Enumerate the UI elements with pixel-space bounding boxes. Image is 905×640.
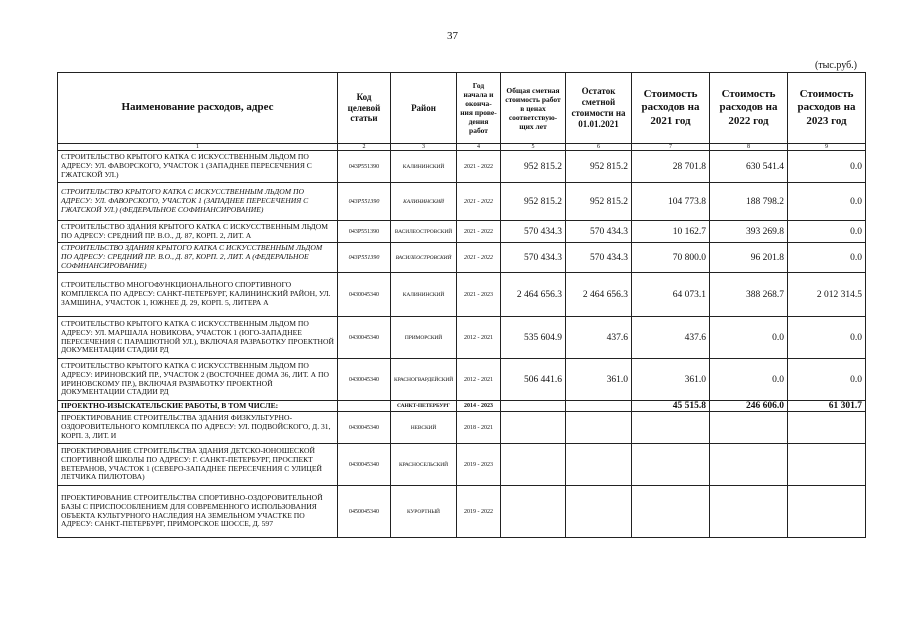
row-cost-2022: 96 201.8	[710, 243, 788, 273]
row-code: 0430045340	[338, 273, 391, 317]
header-cost-2023: Стоимость расходов на 2023 год	[788, 73, 866, 144]
row-cost-2022: 0.0	[710, 359, 788, 401]
row-cost-2021	[632, 444, 710, 486]
row-cost-2022: 388 268.7	[710, 273, 788, 317]
row-years: 2014 - 2023	[457, 401, 501, 412]
row-cost-2022: 246 606.0	[710, 401, 788, 412]
row-cost-2023	[788, 486, 866, 538]
row-name: ПРОЕКТНО-ИЗЫСКАТЕЛЬСКИЕ РАБОТЫ, В ТОМ ЧИСЛЕ:	[58, 401, 338, 412]
row-name: ПРОЕКТИРОВАНИЕ СТРОИТЕЛЬСТВА СПОРТИВНО-ОЗДОРОВИТЕЛЬНОЙ БАЗЫ С ПРИСПОСОБЛЕНИЕМ ДЛЯ СОВРЕМЕННОГО ИСПОЛЬЗОВАНИЯ ОБЪЕКТА КУЛЬТУРНОГО НАСЛЕДИЯ НА ЗЕМЕЛЬНОМ УЧАСТКЕ ПО АДРЕСУ: САНКТ-ПЕТЕРБУРГ, ПРИМОРСКОЕ ШОССЕ, Д. 597	[58, 486, 338, 538]
row-cost-2021: 45 515.8	[632, 401, 710, 412]
row-name: СТРОИТЕЛЬСТВО КРЫТОГО КАТКА С ИСКУССТВЕННЫМ ЛЬДОМ ПО АДРЕСУ: ИРИНОВСКИЙ ПР., УЧАСТОК 2 (ВОСТОЧНЕЕ ДОМА 36, ЛИТ. А ПО ИРИНОВСКОМУ ПР.), ВКЛЮЧАЯ РАЗРАБОТКУ ПРОЕКТНОЙ ДОКУМЕНТАЦИИ СТАДИИ РД	[58, 359, 338, 401]
row-years: 2021 - 2022	[457, 183, 501, 221]
expenses-table	[57, 72, 866, 538]
column-numbers-row	[58, 144, 866, 151]
header-years: Год начала и оконча-ния прове-дения работ	[457, 73, 501, 144]
row-remainder: 570 434.3	[566, 243, 632, 273]
header-remainder: Остаток сметной стоимости на 01.01.2021	[566, 73, 632, 144]
row-remainder: 570 434.3	[566, 221, 632, 243]
row-estimate	[501, 401, 566, 412]
row-remainder: 952 815.2	[566, 183, 632, 221]
row-name: СТРОИТЕЛЬСТВО ЗДАНИЯ КРЫТОГО КАТКА С ИСКУССТВЕННЫМ ЛЬДОМ ПО АДРЕСУ: СРЕДНИЙ ПР. В.О., Д. 87, КОРП. 2, ЛИТ. А	[58, 221, 338, 243]
row-estimate	[501, 444, 566, 486]
row-code: 0450045340	[338, 486, 391, 538]
table-row	[58, 412, 866, 444]
row-years: 2021 - 2022	[457, 221, 501, 243]
row-cost-2023	[788, 412, 866, 444]
row-years: 2021 - 2022	[457, 243, 501, 273]
row-district: ВАСИЛЕОСТРОВСКИЙ	[391, 221, 457, 243]
row-years: 2018 - 2021	[457, 412, 501, 444]
row-code: 043P551390	[338, 151, 391, 183]
row-name: СТРОИТЕЛЬСТВО КРЫТОГО КАТКА С ИСКУССТВЕННЫМ ЛЬДОМ ПО АДРЕСУ: УЛ. ФАВОРСКОГО, УЧАСТОК 1 (ЗАПАДНЕЕ ПЕРЕСЕЧЕНИЯ С ГЖАТСКОЙ УЛ.) (ФЕДЕРАЛЬНОЕ СОФИНАНСИРОВАНИЕ)	[58, 183, 338, 221]
header-cost-2022: Стоимость расходов на 2022 год	[710, 73, 788, 144]
row-name: ПРОЕКТИРОВАНИЕ СТРОИТЕЛЬСТВА ЗДАНИЯ ФИЗКУЛЬТУРНО-ОЗДОРОВИТЕЛЬНОГО КОМПЛЕКСА ПО АДРЕСУ: УЛ. ПОДВОЙСКОГО, Д. 31, КОРП. 3, ЛИТ. И	[58, 412, 338, 444]
row-code: 043P551390	[338, 243, 391, 273]
row-cost-2022	[710, 412, 788, 444]
units-label: (тыс.руб.)	[814, 60, 857, 71]
table-row	[58, 486, 866, 538]
row-remainder: 952 815.2	[566, 151, 632, 183]
col-number: 2	[338, 144, 391, 151]
col-number: 1	[58, 144, 338, 151]
row-cost-2021: 28 701.8	[632, 151, 710, 183]
row-district: КАЛИНИНСКИЙ	[391, 151, 457, 183]
row-cost-2021: 10 162.7	[632, 221, 710, 243]
row-code: 0430045340	[338, 444, 391, 486]
row-name: СТРОИТЕЛЬСТВО КРЫТОГО КАТКА С ИСКУССТВЕННЫМ ЛЬДОМ ПО АДРЕСУ: УЛ. ФАВОРСКОГО, УЧАСТОК 1 (ЗАПАДНЕЕ ПЕРЕСЕЧЕНИЯ С ГЖАТСКОЙ УЛ.)	[58, 151, 338, 183]
row-code: 0430045340	[338, 317, 391, 359]
row-cost-2023: 0.0	[788, 317, 866, 359]
row-district: НЕВСКИЙ	[391, 412, 457, 444]
row-name: СТРОИТЕЛЬСТВО ЗДАНИЯ КРЫТОГО КАТКА С ИСКУССТВЕННЫМ ЛЬДОМ ПО АДРЕСУ: СРЕДНИЙ ПР. В.О., Д. 87, КОРП. 2, ЛИТ. А (ФЕДЕРАЛЬНОЕ СОФИНАНСИРОВАНИЕ)	[58, 243, 338, 273]
row-estimate: 2 464 656.3	[501, 273, 566, 317]
col-number: 5	[501, 144, 566, 151]
table-row	[58, 273, 866, 317]
row-code	[338, 401, 391, 412]
row-name: СТРОИТЕЛЬСТВО МНОГОФУНКЦИОНАЛЬНОГО СПОРТИВНОГО КОМПЛЕКСА ПО АДРЕСУ: САНКТ-ПЕТЕРБУРГ, КАЛИНИНСКИЙ РАЙОН, УЛ. ЗАМШИНА, УЧАСТОК 1, ЮЖНЕЕ Д. 29, КОРП. 5, ЛИТЕРА А	[58, 273, 338, 317]
row-cost-2021: 104 773.8	[632, 183, 710, 221]
col-number: 8	[710, 144, 788, 151]
col-number: 7	[632, 144, 710, 151]
col-number: 6	[566, 144, 632, 151]
row-years: 2019 - 2022	[457, 486, 501, 538]
row-code: 043P551390	[338, 183, 391, 221]
table-row	[58, 243, 866, 273]
row-code: 043P551390	[338, 221, 391, 243]
row-cost-2023: 0.0	[788, 151, 866, 183]
row-cost-2022: 630 541.4	[710, 151, 788, 183]
table-row	[58, 183, 866, 221]
row-years: 2021 - 2022	[457, 151, 501, 183]
table-row	[58, 221, 866, 243]
row-remainder	[566, 444, 632, 486]
header-code: Код целевой статьи	[338, 73, 391, 144]
row-cost-2022: 393 269.8	[710, 221, 788, 243]
row-code: 0430045340	[338, 359, 391, 401]
row-district: КРАСНОСЕЛЬСКИЙ	[391, 444, 457, 486]
row-district: КУРОРТНЫЙ	[391, 486, 457, 538]
table-row	[58, 317, 866, 359]
table-row	[58, 359, 866, 401]
table-row	[58, 401, 866, 412]
row-cost-2022: 188 798.2	[710, 183, 788, 221]
row-estimate: 952 815.2	[501, 151, 566, 183]
row-estimate: 535 604.9	[501, 317, 566, 359]
row-cost-2023: 0.0	[788, 221, 866, 243]
row-estimate: 570 434.3	[501, 221, 566, 243]
row-cost-2022	[710, 486, 788, 538]
row-district: ПРИМОРСКИЙ	[391, 317, 457, 359]
row-remainder	[566, 486, 632, 538]
header-district: Район	[391, 73, 457, 144]
row-code: 0430045340	[338, 412, 391, 444]
row-name: СТРОИТЕЛЬСТВО КРЫТОГО КАТКА С ИСКУССТВЕННЫМ ЛЬДОМ ПО АДРЕСУ: УЛ. МАРШАЛА НОВИКОВА, УЧАСТОК 1 (ЮГО-ЗАПАДНЕЕ ПЕРЕСЕЧЕНИЯ С ПАРАШЮТНОЙ УЛ.), ВКЛЮЧАЯ РАЗРАБОТКУ ПРОЕКТНОЙ ДОКУМЕНТАЦИИ СТАДИИ РД	[58, 317, 338, 359]
table-row	[58, 444, 866, 486]
header-estimate: Общая сметная стоимость работ в ценах соответствую-щих лет	[501, 73, 566, 144]
row-cost-2023: 0.0	[788, 359, 866, 401]
row-district: САНКТ-ПЕТЕРБУРГ	[391, 401, 457, 412]
row-name: ПРОЕКТИРОВАНИЕ СТРОИТЕЛЬСТВА ЗДАНИЯ ДЕТСКО-ЮНОШЕСКОЙ СПОРТИВНОЙ ШКОЛЫ ПО АДРЕСУ: Г. САНКТ-ПЕТЕРБУРГ, ПРОСПЕКТ ВЕТЕРАНОВ, УЧАСТОК 1 (СЕВЕРО-ЗАПАДНЕЕ ПЕРЕСЕЧЕНИЯ С УЛИЦЕЙ ЛЕТЧИКА ПИЛЮТОВА)	[58, 444, 338, 486]
row-cost-2023: 61 301.7	[788, 401, 866, 412]
row-cost-2021: 70 800.0	[632, 243, 710, 273]
row-estimate: 506 441.6	[501, 359, 566, 401]
row-cost-2023	[788, 444, 866, 486]
col-number: 9	[788, 144, 866, 151]
row-remainder	[566, 412, 632, 444]
row-estimate: 570 434.3	[501, 243, 566, 273]
row-estimate	[501, 486, 566, 538]
row-years: 2012 - 2021	[457, 317, 501, 359]
row-district: КАЛИНИНСКИЙ	[391, 183, 457, 221]
col-number: 4	[457, 144, 501, 151]
row-cost-2023: 0.0	[788, 243, 866, 273]
row-cost-2021	[632, 412, 710, 444]
row-estimate: 952 815.2	[501, 183, 566, 221]
row-cost-2021: 64 073.1	[632, 273, 710, 317]
row-years: 2019 - 2023	[457, 444, 501, 486]
row-cost-2021: 437.6	[632, 317, 710, 359]
row-cost-2021	[632, 486, 710, 538]
row-remainder	[566, 401, 632, 412]
row-estimate	[501, 412, 566, 444]
col-number: 3	[391, 144, 457, 151]
row-district: КАЛИНИНСКИЙ	[391, 273, 457, 317]
header-name: Наименование расходов, адрес	[58, 73, 338, 144]
row-cost-2022: 0.0	[710, 317, 788, 359]
row-cost-2023: 0.0	[788, 183, 866, 221]
row-remainder: 437.6	[566, 317, 632, 359]
page-number: 37	[447, 30, 458, 42]
row-cost-2022	[710, 444, 788, 486]
table-row	[58, 151, 866, 183]
table-body	[58, 151, 866, 538]
header-cost-2021: Стоимость расходов на 2021 год	[632, 73, 710, 144]
row-district: ВАСИЛЕОСТРОВСКИЙ	[391, 243, 457, 273]
row-years: 2012 - 2021	[457, 359, 501, 401]
row-cost-2023: 2 012 314.5	[788, 273, 866, 317]
row-remainder: 2 464 656.3	[566, 273, 632, 317]
row-years: 2021 - 2023	[457, 273, 501, 317]
row-cost-2021: 361.0	[632, 359, 710, 401]
row-district: КРАСНОГВАРДЕЙСКИЙ	[391, 359, 457, 401]
row-remainder: 361.0	[566, 359, 632, 401]
